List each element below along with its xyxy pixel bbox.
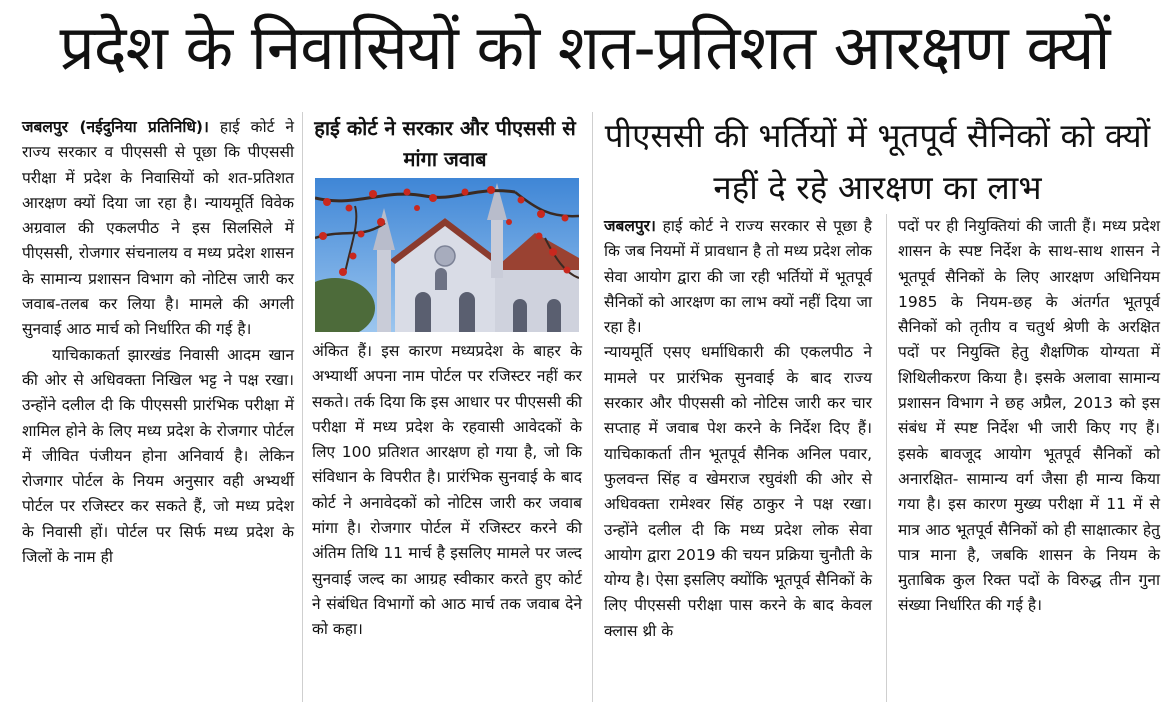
story2-headline: पीएससी की भर्तियों में भूतपूर्व सैनिकों को क्यों नहीं दे रहे आरक्षण का लाभ <box>604 116 1151 207</box>
story2-column-1 <box>604 214 872 644</box>
column-divider <box>302 112 303 702</box>
high-court-photo <box>315 178 579 332</box>
story1-paragraph-1 <box>22 115 294 343</box>
story1-paragraph-1-text: हाई कोर्ट ने राज्य सरकार व पीएससी से पूछा कि पीएससी परीक्षा में प्रदेश के निवासियों को शत-प्रतिशत आरक्षण क्यों दिया जा रहा है। न्यायमूर्ति विवेक अग्रवाल की एकलपीठ ने इस सिलसिले में पीएससी, रोजगार संचनालय व मध्य प्रदेश शासन के सामान्य प्रशासन विभाग को नोटिस जारी कर जवाब-तलब कर लिया है। मामले की अगली सुनवाई आठ मार्च को निर्धारित की गई है। <box>22 118 294 339</box>
story-divider <box>592 112 593 702</box>
story2-dateline: जबलपुर। <box>604 217 656 235</box>
story1-dateline: जबलपुर (नईदुनिया प्रतिनिधि)। <box>22 118 209 136</box>
story1-column-2 <box>312 339 582 643</box>
story2-paragraph-1 <box>604 214 872 340</box>
story2-paragraph-1-text: हाई कोर्ट ने राज्य सरकार से पूछा है कि जब नियमों में प्रावधान है तो मध्य प्रदेश लोक सेवा आयोग द्वारा की जा रही भर्तियों में भूतपूर्व सैनिकों को आरक्षण का लाभ क्यों नहीं दिया जा रहा है। <box>604 217 872 337</box>
headline: प्रदेश के निवासियों को शत-प्रतिशत आरक्षण क्यों <box>59 11 1110 84</box>
story2-column-2 <box>898 214 1160 619</box>
story1-paragraph-3: अंकित हैं। इस कारण मध्यप्रदेश के बाहर के अभ्यार्थी अपना नाम पोर्टल पर रजिस्टर नहीं कर सकते। तर्क दिया कि इस आधार पर पीएससी की परीक्षा में मध्य प्रदेश के रहवासी आवेदकों के लिए 100 प्रतिशत आरक्षण हो गया है, जो कि संविधान के विपरीत है। प्रारंभिक सुनवाई के बाद कोर्ट ने अनावेदकों को नोटिस जारी कर जवाब मांगा है। रोजगार पोर्टल में रजिस्टर करने की अंतिम तिथि 11 मार्च है इसलिए मामले पर जल्द सुनवाई जल्द का आग्रह स्वीकार करते हुए कोर्ट ने संबंधित विभागों को आठ मार्च तक जवाब देने को कहा। <box>312 342 582 639</box>
story2-paragraph-2: न्यायमूर्ति एसए धर्माधिकारी की एकलपीठ ने मामले पर प्रारंभिक सुनवाई के बाद राज्य सरकार और पीएससी को नोटिस जारी कर चार सप्ताह में जवाब पेश करने के निर्देश दिए हैं। याचिकाकर्ता तीन भूतपूर्व सैनिक अनिल पवार, फुलवन्त सिंह व खेमराज रघुवंशी की ओर से अधिवक्ता रामेश्वर सिंह ठाकुर ने पक्ष रखा। उन्होंने दलील दी कि मध्य प्रदेश लोक सेवा आयोग द्वारा 2019 की चयन प्रक्रिया चुनौती के योग्य है। ऐसा इसलिए क्योंकि भूतपूर्व सैनिकों के लिए पीएससी परीक्षा पास करने के बाद केवल क्लास थ्री के <box>604 343 872 640</box>
column-divider <box>886 214 887 702</box>
story2-paragraph-3: पदों पर ही नियुक्तियां की जाती हैं। मध्य प्रदेश शासन के स्पष्ट निर्देश के साथ-साथ शासन ने भूतपूर्व सैनिकों के लिए आरक्षण अधिनियम 1985 के नियम-छह के अंतर्गत भूतपूर्व सैनिकों को तृतीय व चतुर्थ श्रेणी के अरक्षित पदों पर नियुक्ति हेतु शैक्षणिक योग्यता में शिथिलीकरण किया है। इसके अलावा सामान्य प्रशासन विभाग ने छह अप्रैल, 2013 को इस संबंध में स्पष्ट निर्देश भी जारी किए गए हैं। इसके बावजूद आयोग भूतपूर्व सैनिकों को अनारक्षित- सामान्य वर्ग जैसा ही मान्य किया गया है। इस कारण मुख्य परीक्षा में 11 में से मात्र आठ भूतपूर्व सैनिकों को ही साक्षात्कार हेतु पात्र माना है, जबकि शासन के नियम के मुताबिक कुल रिक्त पदों के विरुद्ध तीन गुना संख्या निर्धारित की गई है। <box>898 217 1160 615</box>
story1-subheadline: हाई कोर्ट ने सरकार और पीएससी से मांगा जवाब <box>314 116 576 171</box>
story1-paragraph-2: याचिकाकर्ता झारखंड निवासी आदम खान की ओर से अधिवक्ता निखिल भट्ट ने पक्ष रखा। उन्होंने दलील दी कि पीएससी प्रारंभिक परीक्षा में शामिल होने के लिए मध्य प्रदेश के रोजगार पोर्टल में जीवित पंजीयन होना अनिवार्य है। लेकिन रोजगार पोर्टल के नियम अनुसार वही अभ्यर्थी पोर्टल पर रजिस्टर कर सकते हैं, जो मध्य प्रदेश के निवासी हों। पोर्टल पर सिर्फ मध्य प्रदेश के जिलों के नाम ही <box>22 345 294 567</box>
story1-column-1 <box>22 115 294 570</box>
